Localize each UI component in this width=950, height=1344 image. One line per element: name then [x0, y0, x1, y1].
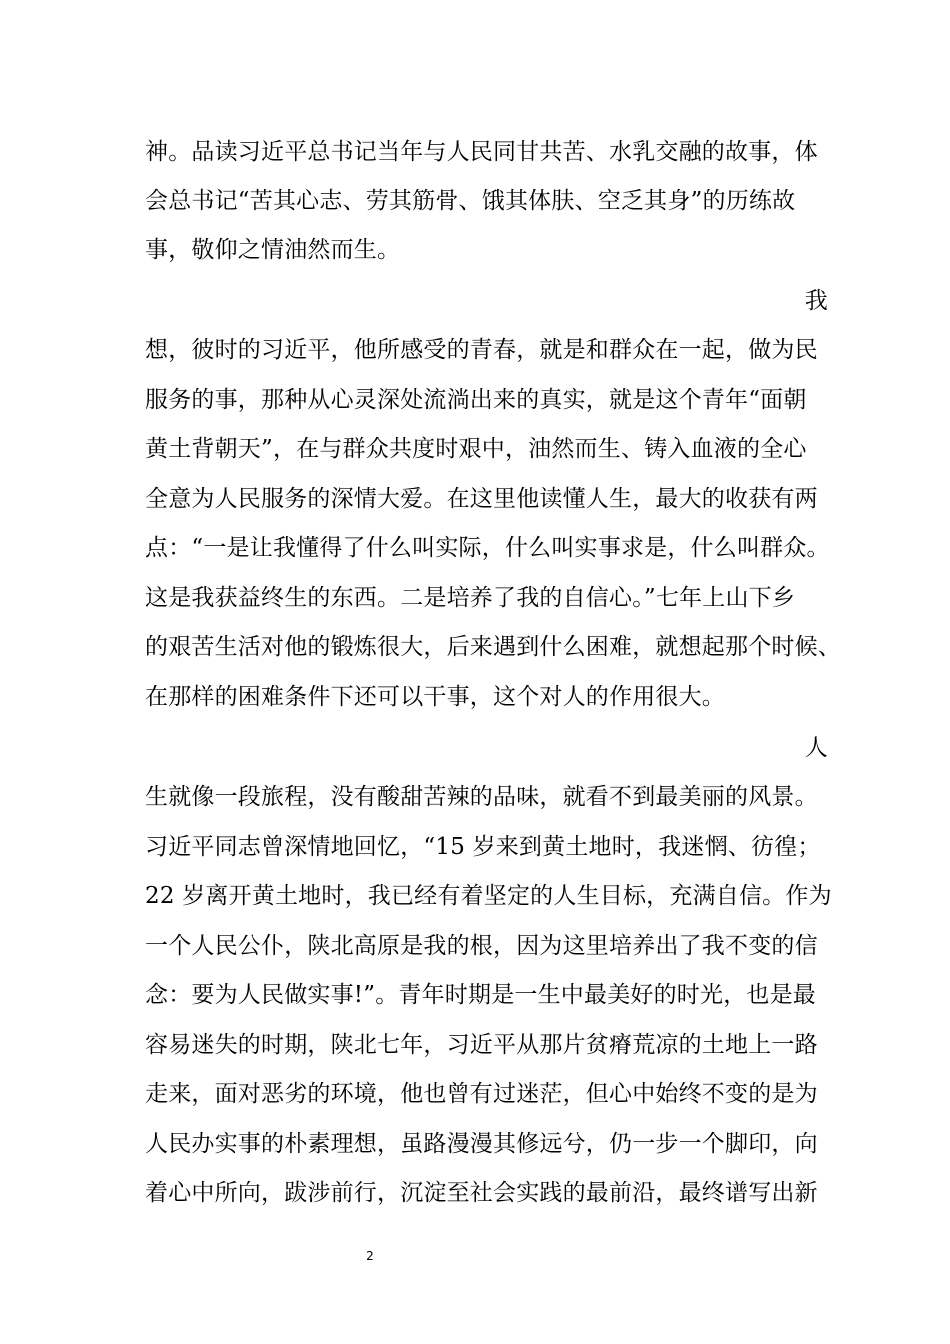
text-line: 念：要为人民做实事!”。青年时期是一生中最美好的时光，也是最: [145, 982, 817, 1008]
text-line: 点：“一是让我懂得了什么叫实际，什么叫实事求是，什么叫群众。: [145, 535, 830, 561]
page-number: 2: [366, 1249, 374, 1263]
text-line: 一个人民公仆，陕北高原是我的根，因为这里培养出了我不变的信: [145, 933, 818, 959]
text-line: 着心中所向，跋涉前行，沉淀至社会实践的最前沿，最终谱写出新: [145, 1180, 818, 1206]
text-line: 生就像一段旅程，没有酸甜苦辣的品味，就看不到最美丽的风景。: [145, 784, 818, 810]
text-line: 全意为人民服务的深情大爱。在这里他读懂人生，最大的收获有两: [145, 486, 818, 512]
text-line: 服务的事，那种从心灵深处流淌出来的真实，就是这个青年“面朝: [145, 387, 807, 413]
text-line: 人: [804, 735, 828, 761]
text-line: 的艰苦生活对他的锻炼很大，后来遇到什么困难，就想起那个时候、: [145, 634, 841, 660]
text-line: 在那样的困难条件下还可以干事，这个对人的作用很大。: [145, 684, 725, 710]
text-line: 容易迷失的时期，陕北七年，习近平从那片贫瘠荒凉的土地上一路: [145, 1032, 818, 1058]
text-line: 神。品读习近平总书记当年与人民同甘共苦、水乳交融的故事，体: [145, 139, 818, 165]
text-line: 人民办实事的朴素理想，虽路漫漫其修远兮，仍一步一个脚印，向: [145, 1131, 818, 1157]
text-line: 习近平同志曾深情地回忆，“15 岁来到黄土地时，我迷惘、彷徨；: [145, 834, 821, 860]
text-line: 会总书记“苦其心志、劳其筋骨、饿其体肤、空乏其身”的历练故: [145, 188, 796, 214]
text-line: 我: [804, 288, 828, 314]
text-line: 事，敬仰之情油然而生。: [145, 237, 401, 263]
text-line: 这是我获益终生的东西。二是培养了我的自信心。”七年上山下乡: [145, 585, 796, 611]
text-line: 黄土背朝天”，在与群众共度时艰中，油然而生、铸入血液的全心: [145, 436, 807, 462]
text-line: 想，彼时的习近平，他所感受的青春，就是和群众在一起，做为民: [145, 337, 818, 363]
text-line: 22 岁离开黄土地时，我已经有着坚定的人生目标，充满自信。作为: [145, 883, 832, 909]
text-line: 走来，面对恶劣的环境，他也曾有过迷茫，但心中始终不变的是为: [145, 1081, 818, 1107]
